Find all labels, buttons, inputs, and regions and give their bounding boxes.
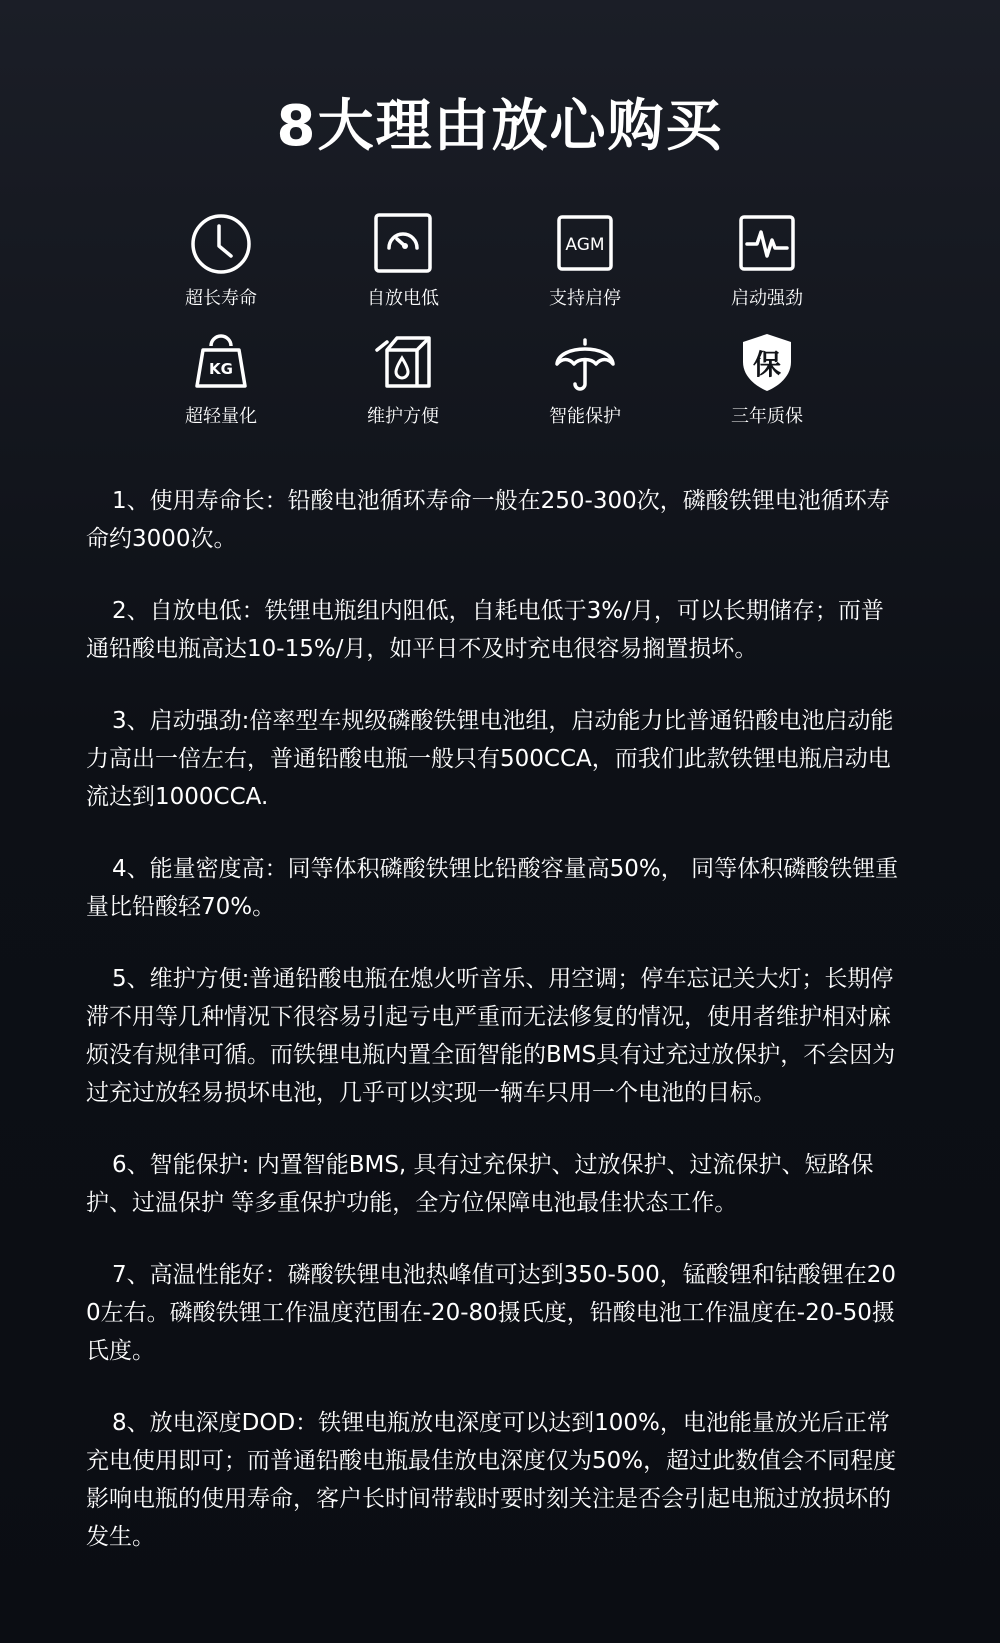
reason-item: 4、能量密度高：同等体积磷酸铁锂比铅酸容量高50%， 同等体积磷酸铁锂重量比铅酸轻70%。	[86, 856, 899, 920]
feature-label: 启动强劲	[731, 288, 803, 309]
shield-icon	[735, 330, 799, 394]
feature-label: 三年质保	[731, 406, 803, 427]
umbrella-icon	[553, 330, 617, 394]
svg-text:保: 保	[752, 348, 782, 381]
feature-label: 自放电低	[367, 288, 439, 309]
reason-item: 7、高温性能好：磷酸铁锂电池热峰值可达到350-500，锰酸锂和钴酸锂在200左右。磷酸铁锂工作温度范围在-20-80摄氏度，铅酸电池工作温度在-20-50摄氏度。	[86, 1262, 896, 1364]
gauge-icon	[371, 212, 435, 276]
feature-three-year-warranty	[697, 330, 837, 428]
pulse-icon	[735, 212, 799, 276]
reason-item: 8、放电深度DOD：铁锂电瓶放电深度可以达到100%，电池能量放光后正常充电使用即可；而普通铅酸电瓶最佳放电深度仅为50%，超过此数值会不同程度影响电瓶的使用寿命，客户长时间带载时要时刻关注是否会引起电瓶过放损坏的发生。	[86, 1410, 897, 1550]
reason-item: 2、自放电低：铁锂电瓶组内阻低，自耗电低于3%/月，可以长期储存；而普通铅酸电瓶高达10-15%/月，如平日不及时充电很容易搁置损坏。	[86, 598, 884, 662]
feature-lightweight	[151, 330, 291, 428]
reasons-list	[86, 482, 904, 1590]
feature-easy-maintenance	[333, 330, 473, 428]
reason-item: 6、智能保护: 内置智能BMS, 具有过充保护、过放保护、过流保护、短路保护、过温保护 等多重保护功能，全方位保障电池最佳状态工作。	[86, 1152, 874, 1216]
page-title: 8大理由放心购买	[276, 94, 724, 159]
feature-smart-protection	[515, 330, 655, 428]
svg-text:AGM: AGM	[565, 235, 605, 255]
feature-strong-start	[697, 212, 837, 310]
clock-icon	[189, 212, 253, 276]
svg-text:KG: KG	[209, 360, 233, 378]
feature-label: 智能保护	[549, 406, 621, 427]
reason-item: 1、使用寿命长：铅酸电池循环寿命一般在250-300次，磷酸铁锂电池循环寿命约3000次。	[86, 488, 890, 552]
feature-low-self-discharge	[333, 212, 473, 310]
agm-icon	[553, 212, 617, 276]
feature-label: 支持启停	[549, 288, 621, 309]
reason-item: 3、启动强劲:倍率型车规级磷酸铁锂电池组，启动能力比普通铅酸电池启动能力高出一倍左右，普通铅酸电瓶一般只有500CCA，而我们此款铁锂电瓶启动电流达到1000CCA.	[86, 708, 894, 810]
feature-label: 超长寿命	[185, 288, 257, 309]
weight-icon	[189, 330, 253, 394]
feature-start-stop	[515, 212, 655, 310]
feature-long-life	[151, 212, 291, 310]
feature-label: 超轻量化	[185, 406, 257, 427]
feature-label: 维护方便	[367, 406, 439, 427]
maintenance-box-icon	[371, 330, 435, 394]
reason-item: 5、维护方便:普通铅酸电瓶在熄火听音乐、用空调；停车忘记关大灯；长期停滞不用等几种情况下很容易引起亏电严重而无法修复的情况，使用者维护相对麻烦没有规律可循。而铁锂电瓶内置全面智能的BMS具有过充过放保护，不会因为过充过放轻易损坏电池，几乎可以实现一辆车只用一个电池的目标。	[86, 966, 896, 1106]
